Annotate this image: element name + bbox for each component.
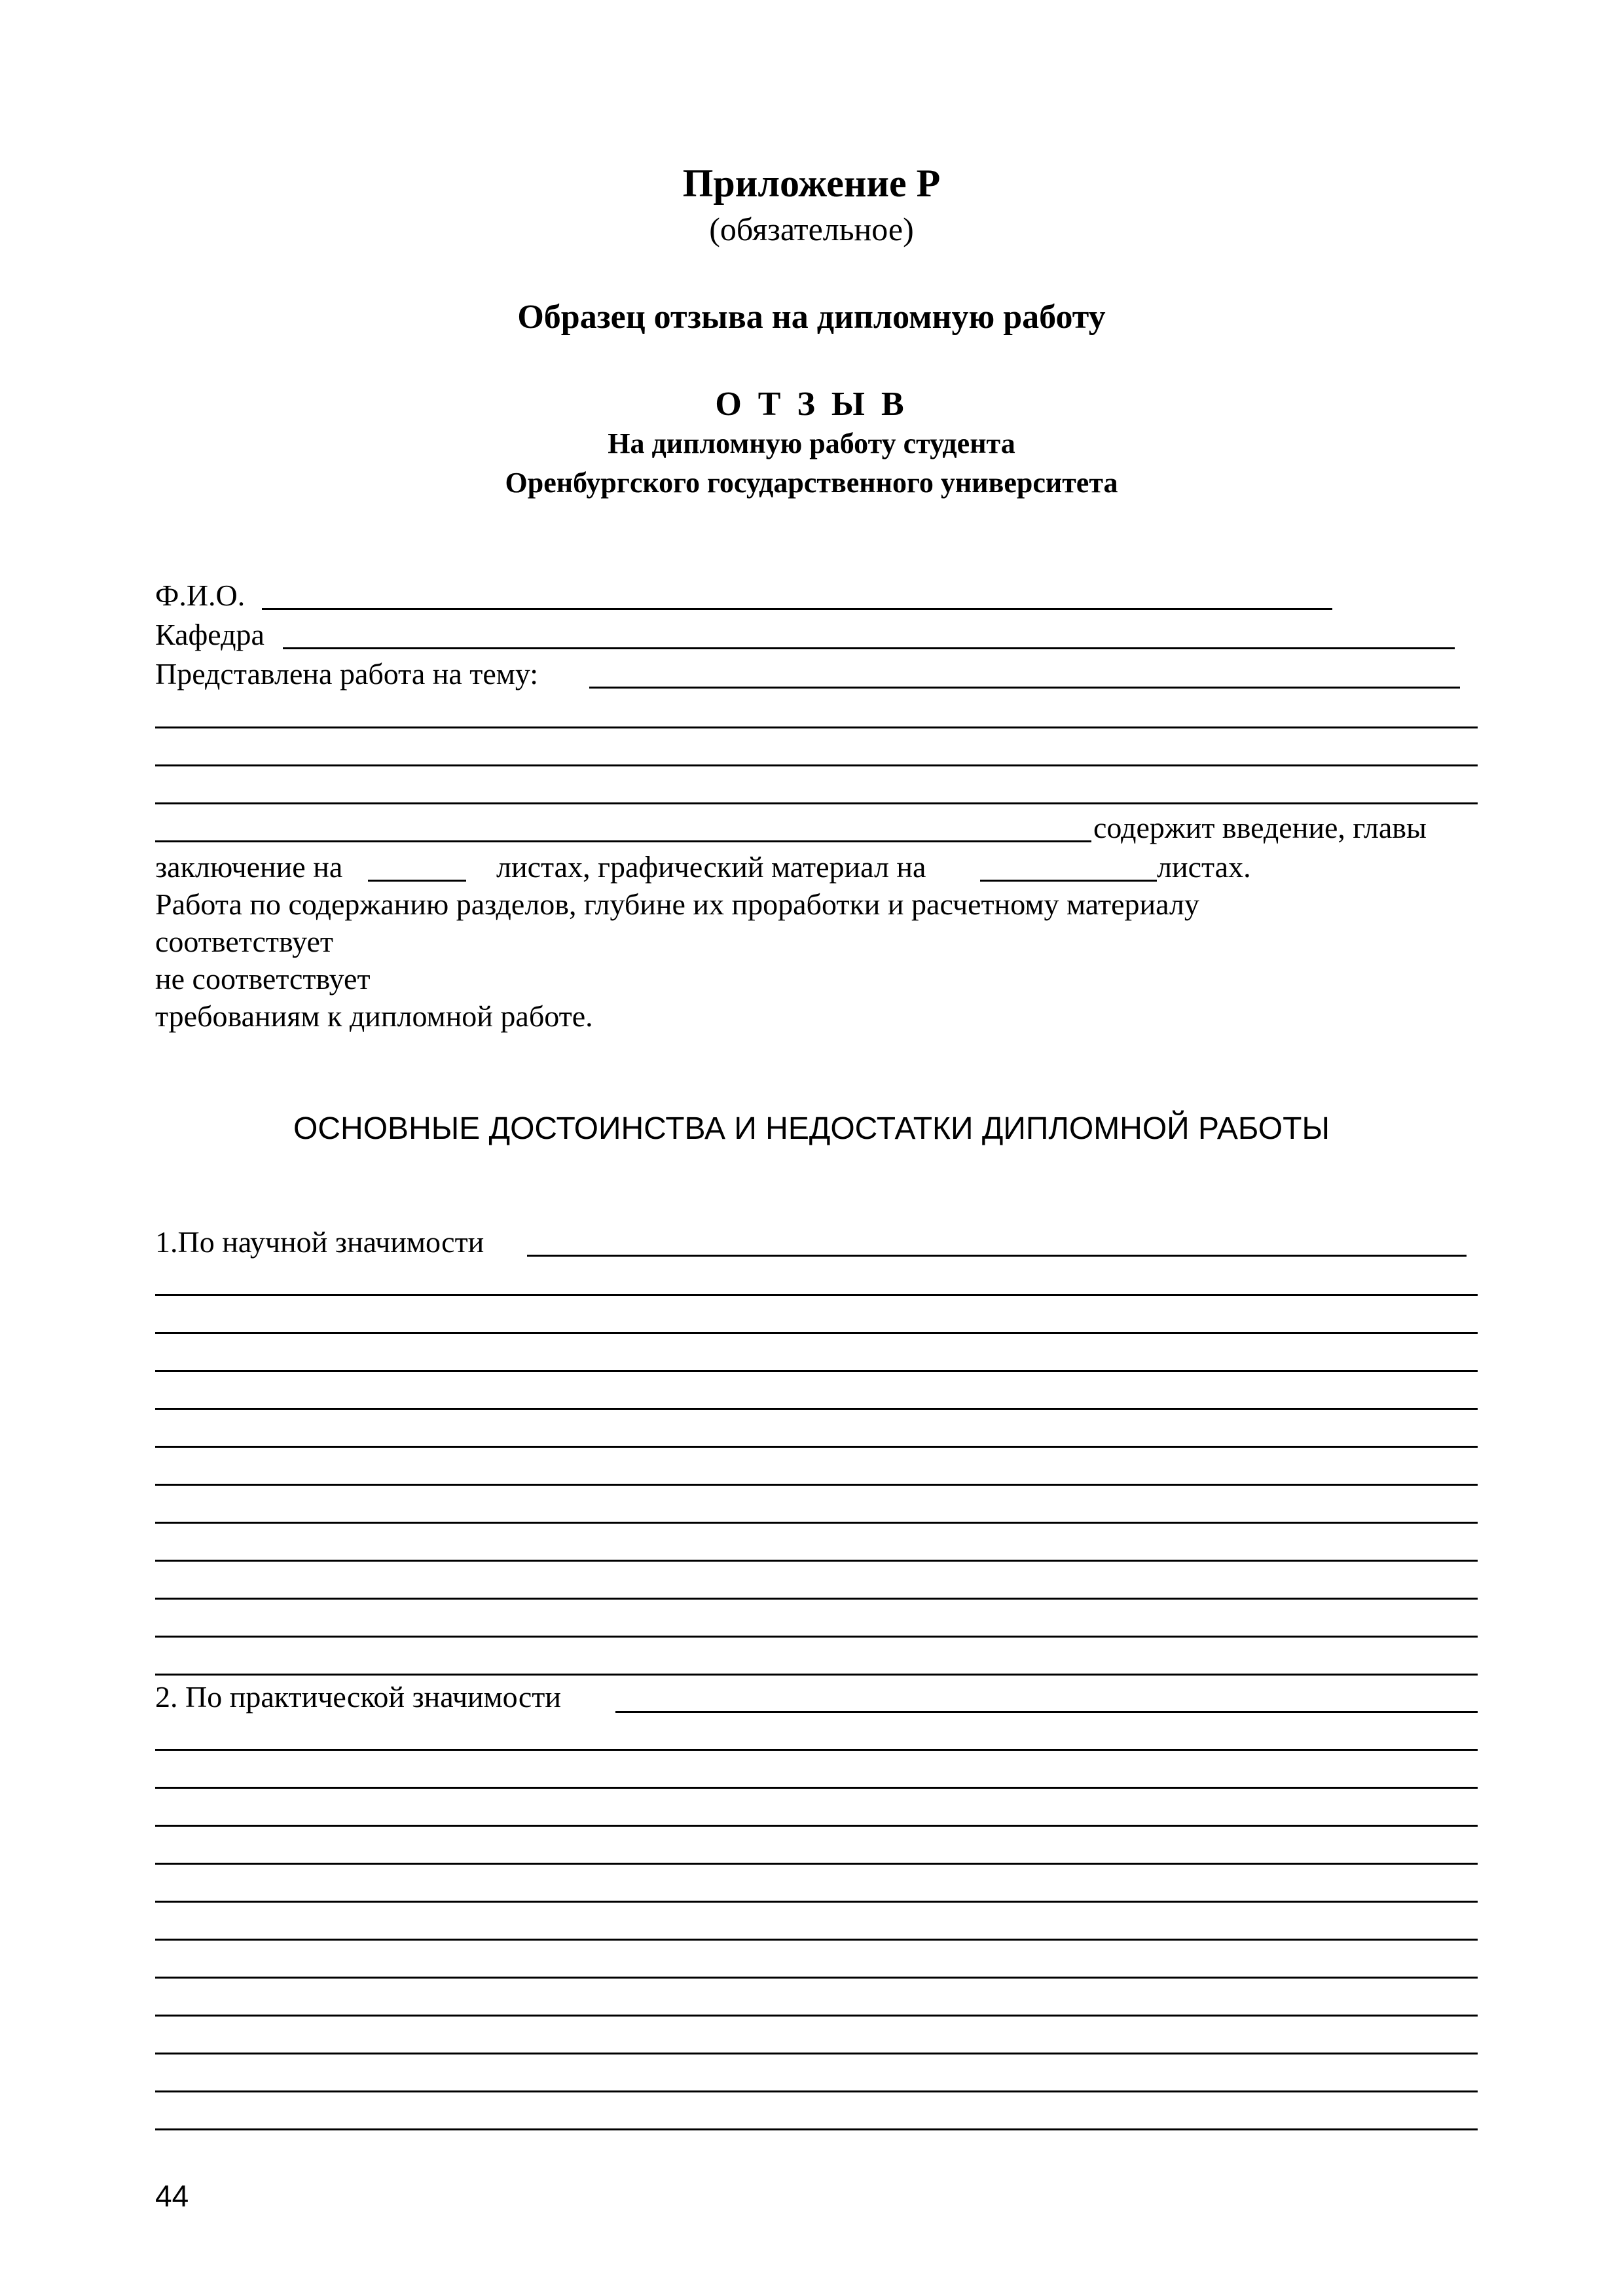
graphic-sheets-field[interactable] (980, 880, 1157, 882)
topic-line[interactable] (155, 764, 1478, 766)
requirements-text: требованиям к дипломной работе. (155, 999, 593, 1033)
scientific-line[interactable] (155, 1332, 1478, 1334)
scientific-line[interactable] (155, 1484, 1478, 1486)
scientific-line[interactable] (155, 1408, 1478, 1410)
content-sentence: Работа по содержанию разделов, глубине их проработки и расчетному материалу (155, 888, 1199, 921)
scientific-line[interactable] (155, 1674, 1478, 1676)
practical-line[interactable] (155, 1825, 1478, 1827)
contents-field[interactable] (155, 840, 1091, 842)
scientific-line[interactable] (155, 1598, 1478, 1600)
practical-line[interactable] (155, 1901, 1478, 1903)
practical-line[interactable] (155, 1977, 1478, 1979)
practical-significance-field[interactable] (615, 1711, 1478, 1713)
sheets-graphic-text: листах, графический материал на (496, 850, 926, 884)
topic-line[interactable] (155, 802, 1478, 804)
practical-line[interactable] (155, 2090, 1478, 2092)
review-heading: О Т З Ы В (715, 386, 908, 423)
scientific-line[interactable] (155, 1446, 1478, 1448)
scientific-significance-label: 1.По научной значимости (155, 1225, 484, 1259)
scientific-line[interactable] (155, 1560, 1478, 1562)
appendix-title: Приложение Р (682, 162, 941, 205)
conclusion-sheets-field[interactable] (368, 880, 466, 882)
sheets-end-text: листах. (1157, 850, 1251, 884)
option-not-match[interactable]: не соответствует (155, 962, 371, 996)
scientific-line[interactable] (155, 1636, 1478, 1638)
department-label: Кафедра (155, 618, 264, 651)
scientific-significance-field[interactable] (527, 1255, 1467, 1257)
topic-line[interactable] (155, 726, 1478, 728)
practical-line[interactable] (155, 1863, 1478, 1865)
fio-label: Ф.И.О. (155, 579, 246, 612)
practical-line[interactable] (155, 2128, 1478, 2130)
practical-line[interactable] (155, 1749, 1478, 1751)
scientific-line[interactable] (155, 1522, 1478, 1524)
practical-line[interactable] (155, 1787, 1478, 1789)
scientific-line[interactable] (155, 1294, 1478, 1296)
scientific-line[interactable] (155, 1370, 1478, 1372)
practical-line[interactable] (155, 1939, 1478, 1941)
fio-field[interactable] (262, 608, 1332, 610)
page-number: 44 (155, 2179, 189, 2213)
topic-label: Представлена работа на тему: (155, 657, 539, 691)
sample-title: Образец отзыва на дипломную работу (517, 298, 1106, 336)
conclusion-prefix: заключение на (155, 850, 343, 884)
topic-field[interactable] (589, 687, 1460, 689)
option-match[interactable]: соответствует (155, 925, 334, 958)
review-subheading-university: Оренбургского государственного университета (505, 467, 1118, 499)
contains-text: содержит введение, главы (1093, 811, 1427, 844)
department-field[interactable] (283, 647, 1455, 649)
review-subheading-student: На дипломную работу студента (608, 427, 1015, 459)
section-heading: ОСНОВНЫЕ ДОСТОИНСТВА И НЕДОСТАТКИ ДИПЛОМНОЙ РАБОТЫ (293, 1111, 1330, 1146)
practical-line[interactable] (155, 2015, 1478, 2017)
appendix-subtitle: (обязательное) (709, 211, 914, 247)
practical-line[interactable] (155, 2053, 1478, 2054)
practical-significance-label: 2. По практической значимости (155, 1680, 561, 1713)
